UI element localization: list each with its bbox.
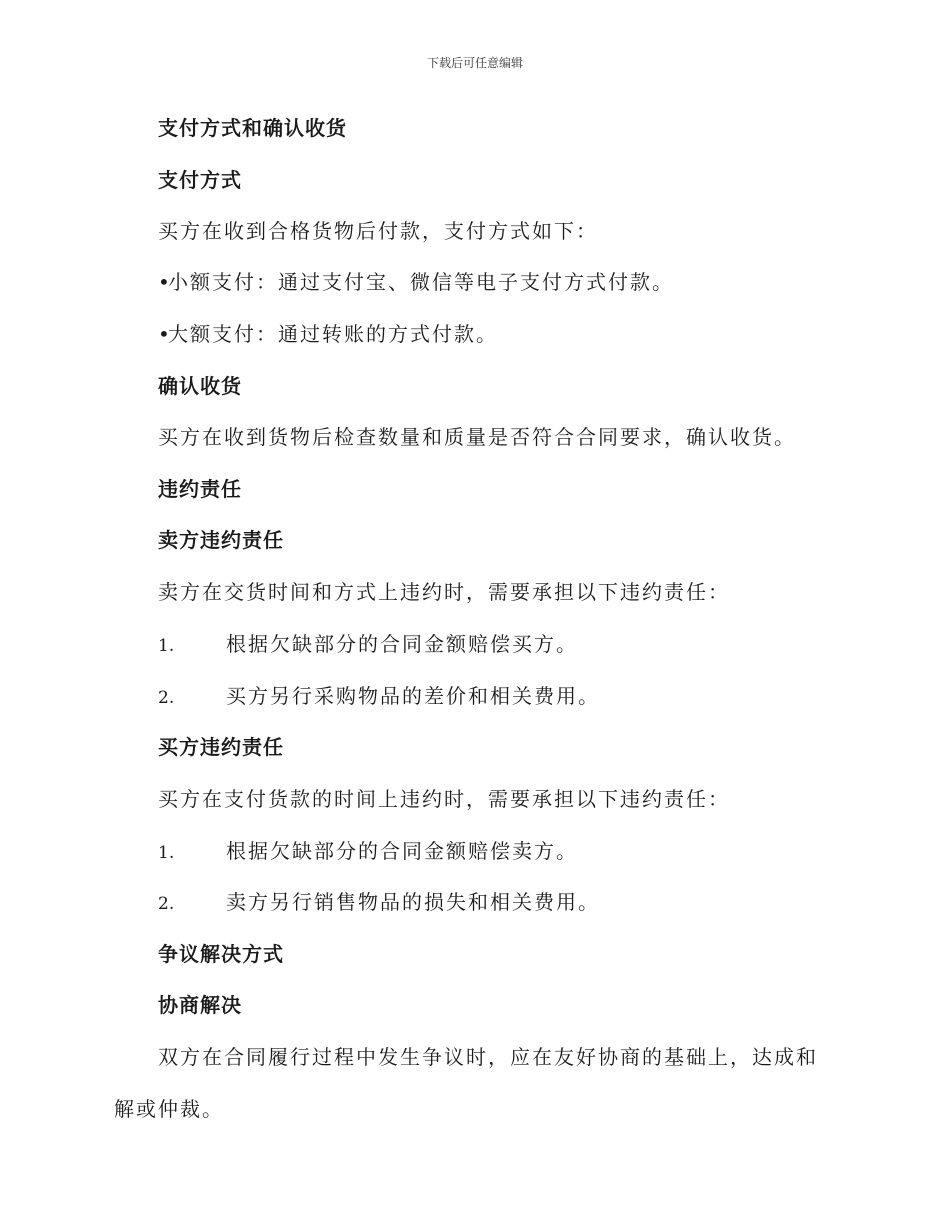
section-title-dispute: 争议解决方式 [158, 942, 284, 966]
payment-intro: 买方在收到合格货物后付款，支付方式如下： [158, 219, 598, 243]
section-title-breach: 违约责任 [158, 477, 242, 501]
bullet-text: 大额支付：通过转账的方式付款。 [168, 322, 498, 346]
bullet-text: 小额支付：通过支付宝、微信等电子支付方式付款。 [168, 270, 674, 294]
list-number: 1. [158, 636, 175, 656]
list-item [158, 684, 600, 710]
subheading-confirm-receipt: 确认收货 [158, 374, 242, 398]
list-number: 2. [158, 894, 175, 914]
subheading-buyer-breach: 买方违约责任 [158, 735, 284, 759]
bullet-dot: • [158, 270, 172, 294]
list-text: 根据欠缺部分的合同金额赔偿买方。 [226, 632, 578, 656]
list-item [158, 632, 578, 658]
subheading-negotiation: 协商解决 [158, 993, 242, 1017]
buyer-breach-intro: 买方在支付货款的时间上违约时，需要承担以下违约责任： [158, 787, 730, 811]
section-title-payment-receipt: 支付方式和确认收货 [158, 116, 347, 140]
header-note: 下载后可任意编辑 [426, 56, 523, 70]
subheading-payment-method: 支付方式 [158, 168, 242, 192]
list-number: 2. [158, 688, 175, 708]
list-item [158, 890, 600, 916]
list-item [158, 839, 578, 865]
bullet-item-large-payment [158, 322, 498, 346]
list-number: 1. [158, 843, 175, 863]
list-text: 根据欠缺部分的合同金额赔偿卖方。 [226, 839, 578, 863]
confirm-receipt-text: 买方在收到货物后检查数量和质量是否符合合同要求，确认收货。 [158, 425, 796, 449]
subheading-seller-breach: 卖方违约责任 [158, 528, 284, 552]
list-text: 卖方另行销售物品的损失和相关费用。 [226, 890, 600, 914]
bullet-item-small-payment [158, 270, 674, 294]
seller-breach-intro: 卖方在交货时间和方式上违约时，需要承担以下违约责任： [158, 580, 730, 604]
list-text: 买方另行采购物品的差价和相关费用。 [226, 684, 600, 708]
negotiation-paragraph: 双方在合同履行过程中发生争议时，应在友好协商的基础上，达成和解或仲裁。 [114, 1045, 818, 1121]
bullet-dot: • [158, 322, 172, 346]
